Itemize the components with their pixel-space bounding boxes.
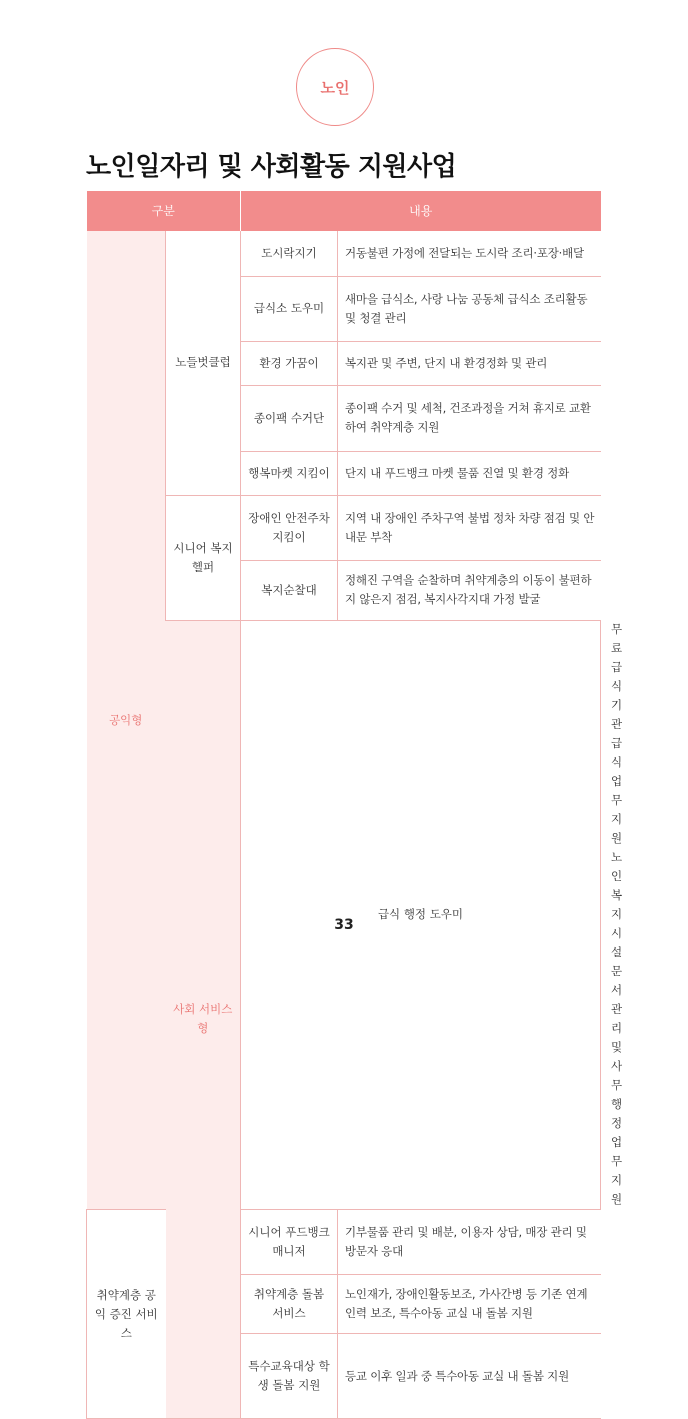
header-content: 내용 bbox=[241, 191, 601, 231]
item-desc: 복지관 및 주변, 단지 내 환경정화 및 관리 bbox=[338, 341, 601, 385]
group-cell: 시니어 복지헬퍼 bbox=[166, 495, 241, 620]
table-row: 사회 서비스형 급식 행정 도우미 무료급식 기관 급식 업무 지원 노인복지시설 문서관리 및 사무행정업무 지원 bbox=[87, 620, 601, 1210]
item-desc: 정해진 구역을 순찰하며 취약계층의 이동이 불편하지 않은지 점검, 복지사각지대 가정 발굴 bbox=[338, 560, 601, 620]
program-table bbox=[86, 191, 622, 1419]
item-name: 시니어 푸드뱅크 매니저 bbox=[241, 1210, 338, 1275]
item-name: 급식소 도우미 bbox=[241, 276, 338, 341]
item-name: 도시락지기 bbox=[241, 231, 338, 276]
item-name: 종이팩 수거단 bbox=[241, 385, 338, 451]
table-header-row bbox=[87, 191, 601, 231]
item-name: 특수교육대상 학생 돌봄 지원 bbox=[241, 1334, 338, 1419]
item-desc: 종이팩 수거 및 세척, 건조과정을 거쳐 휴지로 교환하여 취약계층 지원 bbox=[338, 385, 601, 451]
item-name: 취약계층 돌봄 서비스 bbox=[241, 1275, 338, 1334]
header-category: 구분 bbox=[87, 191, 241, 231]
group-cell: 노들벗클럽 bbox=[166, 231, 241, 495]
item-name: 복지순찰대 bbox=[241, 560, 338, 620]
category-cell: 공익형 bbox=[87, 231, 166, 1210]
item-name: 환경 가꿈이 bbox=[241, 341, 338, 385]
table-row bbox=[87, 1210, 601, 1275]
page-number: 33 bbox=[334, 917, 354, 933]
item-desc: 지역 내 장애인 주차구역 불법 정차 차량 점검 및 안내문 부착 bbox=[338, 495, 601, 560]
category-badge: 노인 bbox=[296, 48, 374, 126]
page-title: 노인일자리 및 사회활동 지원사업 bbox=[86, 152, 457, 182]
group-cell: 취약계층 공익 증진 서비스 bbox=[87, 1210, 166, 1419]
table-row bbox=[87, 231, 601, 276]
item-desc: 기부물품 관리 및 배분, 이용자 상담, 매장 관리 및 방문자 응대 bbox=[338, 1210, 601, 1275]
item-desc: 새마을 급식소, 사랑 나눔 공동체 급식소 조리활동 및 청결 관리 bbox=[338, 276, 601, 341]
item-desc: 거동불편 가정에 전달되는 도시락 조리·포장·배달 bbox=[338, 231, 601, 276]
item-name: 행복마켓 지킴이 bbox=[241, 451, 338, 495]
item-desc: 단지 내 푸드뱅크 마켓 물품 진열 및 환경 정화 bbox=[338, 451, 601, 495]
item-desc: 등교 이후 일과 중 특수아동 교실 내 돌봄 지원 bbox=[338, 1334, 601, 1419]
item-desc: 노인재가, 장애인활동보조, 가사간병 등 기존 연계 인력 보조, 특수아동 교실 내 돌봄 지원 bbox=[338, 1275, 601, 1334]
category-cell: 사회 서비스형 bbox=[166, 620, 241, 1419]
group-cell: 급식 행정 도우미 bbox=[241, 620, 601, 1210]
item-name: 장애인 안전주차 지킴이 bbox=[241, 495, 338, 560]
